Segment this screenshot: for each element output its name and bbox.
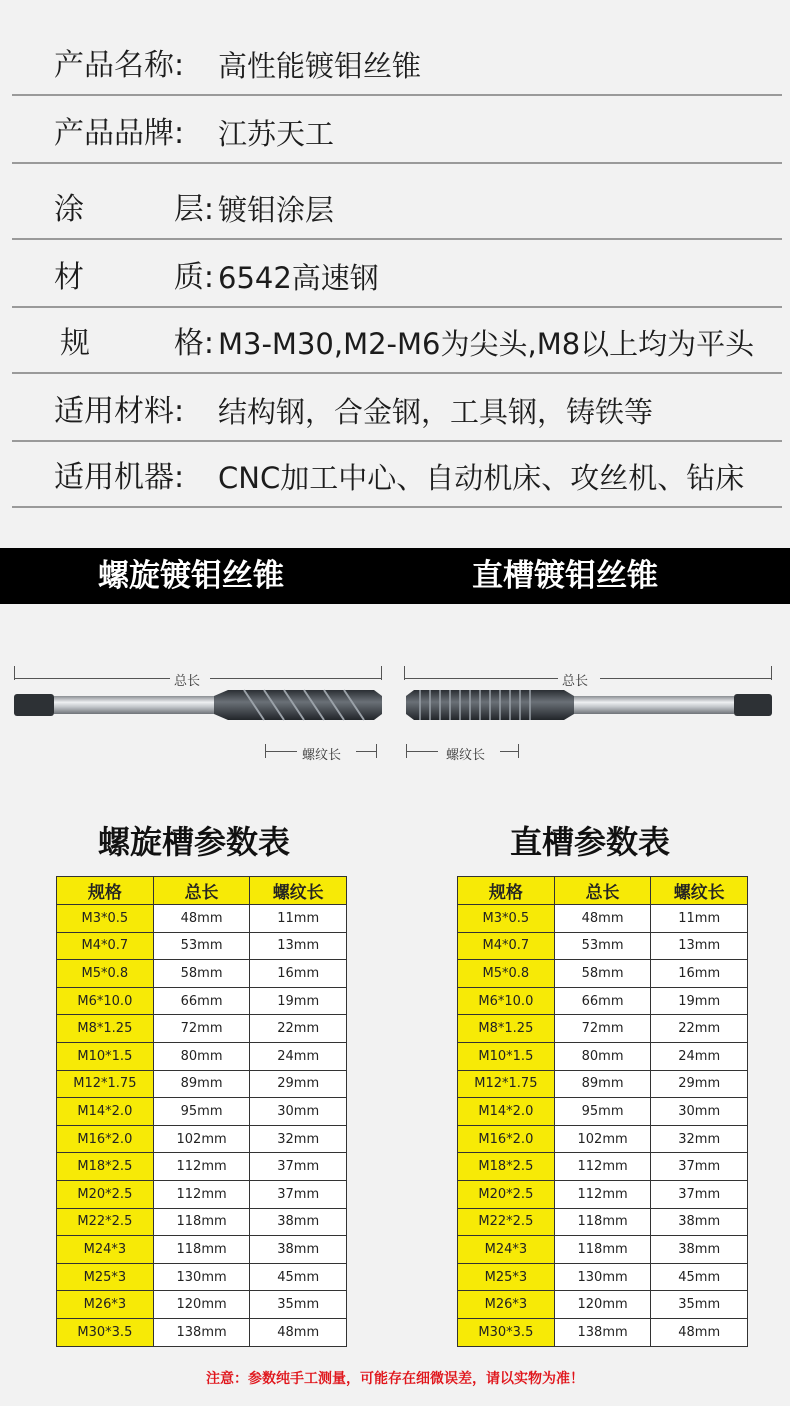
table-row [458,1015,748,1043]
header-cell-total-length: 总长 [554,877,651,905]
cell-spec: M26*3 [458,1291,555,1319]
straight-total-length-label: 总长 [562,674,589,689]
spec-value: M3-M30,M2-M6为尖头,M8以上均为平头 [218,327,755,361]
table-row [57,1291,347,1319]
cell-total-length: 53mm [554,932,651,960]
table-row [57,1208,347,1236]
cell-thread-length: 30mm [651,1098,748,1126]
cell-total-length: 130mm [153,1263,250,1291]
cell-spec: M26*3 [57,1291,154,1319]
cell-spec: M4*0.7 [458,932,555,960]
cell-thread-length: 48mm [651,1318,748,1346]
cell-thread-length: 32mm [250,1125,347,1153]
cell-spec: M25*3 [458,1263,555,1291]
table-row [458,960,748,988]
spec-row-name [12,32,782,96]
spec-label-char: 格: [173,326,214,361]
product-type-banner [0,548,790,604]
cell-thread-length: 37mm [651,1153,748,1181]
table-row [57,1070,347,1098]
dimension-line [356,751,376,752]
table-row [458,1180,748,1208]
spec-label [54,192,214,228]
cell-spec: M30*3.5 [458,1318,555,1346]
cell-spec: M20*2.5 [57,1180,154,1208]
cell-spec: M3*0.5 [458,905,555,933]
spiral-tap-image [14,684,384,726]
dimension-line [500,751,518,752]
cell-total-length: 118mm [153,1208,250,1236]
table-body [458,905,748,1347]
table-row [458,1042,748,1070]
dimension-line [600,678,772,679]
cell-spec: M20*2.5 [458,1180,555,1208]
straight-thread-length-label: 螺纹长 [446,748,486,763]
spec-label-char: 材 [54,260,84,295]
cell-spec: M12*1.75 [458,1070,555,1098]
cell-spec: M5*0.8 [458,960,555,988]
spec-value: 6542高速钢 [218,261,379,295]
cell-total-length: 112mm [554,1180,651,1208]
spec-value: CNC加工中心、自动机床、攻丝机、钻床 [218,461,745,495]
cell-total-length: 48mm [554,905,651,933]
spec-label: 产品品牌: [54,116,185,151]
table-row [57,987,347,1015]
header-cell-spec: 规格 [458,877,555,905]
dimension-tick [518,744,519,758]
cell-total-length: 138mm [554,1318,651,1346]
cell-thread-length: 32mm [651,1125,748,1153]
dimension-line [404,678,558,679]
spiral-tap-heading: 螺旋镀钼丝锥 [98,558,284,594]
dimension-line [14,678,170,679]
header-cell-thread-length: 螺纹长 [250,877,347,905]
table-header-row [458,877,748,905]
spec-list [0,0,790,520]
table-row [458,1153,748,1181]
table-row [458,1098,748,1126]
cell-thread-length: 48mm [250,1318,347,1346]
spiral-table-title: 螺旋槽参数表 [98,823,291,861]
cell-thread-length: 35mm [250,1291,347,1319]
table-row [458,1070,748,1098]
table-row [458,1291,748,1319]
table-row [458,1125,748,1153]
spec-value: 结构钢，合金钢，工具钢，铸铁等 [218,395,654,429]
spec-label-char: 层: [173,192,214,227]
table-row [57,1015,347,1043]
cell-spec: M16*2.0 [458,1125,555,1153]
cell-total-length: 58mm [153,960,250,988]
cell-thread-length: 38mm [651,1208,748,1236]
cell-spec: M6*10.0 [458,987,555,1015]
spec-value: 高性能镀钼丝锥 [218,49,422,83]
spiral-total-length-label: 总长 [174,674,201,689]
cell-total-length: 80mm [153,1042,250,1070]
cell-thread-length: 19mm [651,987,748,1015]
straight-tap-image [404,684,774,726]
cell-thread-length: 45mm [651,1263,748,1291]
cell-thread-length: 16mm [250,960,347,988]
cell-spec: M6*10.0 [57,987,154,1015]
table-row [458,1263,748,1291]
cell-spec: M8*1.25 [458,1015,555,1043]
spec-row-size [12,310,782,374]
cell-thread-length: 29mm [651,1070,748,1098]
spec-row-applicable-materials [12,378,782,442]
spec-row-coating [12,176,782,240]
cell-total-length: 53mm [153,932,250,960]
cell-total-length: 112mm [153,1180,250,1208]
header-cell-spec: 规格 [57,877,154,905]
cell-thread-length: 30mm [250,1098,347,1126]
spec-row-material [12,244,782,308]
table-row [57,1153,347,1181]
measurement-disclaimer: 注意：参数纯手工测量，可能存在细微误差，请以实物为准！ [206,1371,584,1387]
cell-spec: M5*0.8 [57,960,154,988]
table-row [458,1236,748,1264]
cell-total-length: 95mm [153,1098,250,1126]
cell-thread-length: 19mm [250,987,347,1015]
spec-label-char: 涂 [54,192,84,227]
cell-total-length: 118mm [554,1208,651,1236]
cell-total-length: 89mm [153,1070,250,1098]
table-row [458,1318,748,1346]
cell-total-length: 48mm [153,905,250,933]
spec-label-char: 规 [60,326,90,361]
cell-spec: M10*1.5 [458,1042,555,1070]
table-row [458,1208,748,1236]
cell-spec: M12*1.75 [57,1070,154,1098]
cell-spec: M18*2.5 [57,1153,154,1181]
spiral-thread-length-label: 螺纹长 [302,748,342,763]
spec-value: 江苏天工 [218,117,335,151]
cell-thread-length: 16mm [651,960,748,988]
table-row [57,1042,347,1070]
cell-total-length: 118mm [153,1236,250,1264]
cell-thread-length: 24mm [250,1042,347,1070]
spiral-parameter-table [56,876,347,1347]
cell-total-length: 66mm [153,987,250,1015]
table-row [57,905,347,933]
cell-spec: M18*2.5 [458,1153,555,1181]
dimension-line [406,751,438,752]
cell-total-length: 120mm [153,1291,250,1319]
cell-total-length: 102mm [554,1125,651,1153]
table-row [57,1318,347,1346]
straight-parameter-table [457,876,748,1347]
cell-spec: M24*3 [57,1236,154,1264]
cell-thread-length: 22mm [651,1015,748,1043]
cell-spec: M22*2.5 [57,1208,154,1236]
table-row [57,1236,347,1264]
spec-label: 产品名称: [54,48,185,83]
cell-spec: M10*1.5 [57,1042,154,1070]
straight-table-title: 直槽参数表 [510,823,671,861]
spec-label: 适用机器: [54,460,185,495]
dimension-line [265,751,297,752]
cell-thread-length: 35mm [651,1291,748,1319]
cell-thread-length: 11mm [651,905,748,933]
cell-total-length: 58mm [554,960,651,988]
dimension-tick [376,744,377,758]
header-cell-total-length: 总长 [153,877,250,905]
table-row [57,1098,347,1126]
cell-thread-length: 13mm [250,932,347,960]
table-body [57,905,347,1347]
dimension-tick [381,666,382,680]
cell-spec: M14*2.0 [458,1098,555,1126]
spec-label [54,326,214,362]
dimension-line [210,678,382,679]
straight-tap-heading: 直槽镀钼丝锥 [472,558,658,594]
table-row [57,960,347,988]
cell-spec: M24*3 [458,1236,555,1264]
spec-label [54,260,214,296]
cell-thread-length: 37mm [651,1180,748,1208]
table-row [57,932,347,960]
cell-total-length: 89mm [554,1070,651,1098]
cell-total-length: 138mm [153,1318,250,1346]
cell-total-length: 95mm [554,1098,651,1126]
cell-thread-length: 38mm [250,1208,347,1236]
cell-total-length: 112mm [153,1153,250,1181]
spec-row-applicable-machines [12,444,782,508]
cell-thread-length: 13mm [651,932,748,960]
table-row [458,987,748,1015]
table-row [57,1263,347,1291]
cell-thread-length: 22mm [250,1015,347,1043]
cell-total-length: 112mm [554,1153,651,1181]
cell-total-length: 80mm [554,1042,651,1070]
spec-label-char: 质: [173,260,214,295]
cell-total-length: 72mm [153,1015,250,1043]
spec-value: 镀钼涂层 [218,193,335,227]
cell-spec: M14*2.0 [57,1098,154,1126]
cell-thread-length: 38mm [651,1236,748,1264]
cell-spec: M4*0.7 [57,932,154,960]
table-row [57,1180,347,1208]
cell-total-length: 118mm [554,1236,651,1264]
cell-spec: M25*3 [57,1263,154,1291]
cell-thread-length: 37mm [250,1153,347,1181]
header-cell-thread-length: 螺纹长 [651,877,748,905]
cell-spec: M22*2.5 [458,1208,555,1236]
cell-thread-length: 29mm [250,1070,347,1098]
cell-total-length: 72mm [554,1015,651,1043]
table-row [57,1125,347,1153]
cell-thread-length: 38mm [250,1236,347,1264]
table-header-row [57,877,347,905]
table-row [458,932,748,960]
dimension-tick [771,666,772,680]
spec-row-brand [12,100,782,164]
table-row [458,905,748,933]
cell-total-length: 102mm [153,1125,250,1153]
cell-spec: M16*2.0 [57,1125,154,1153]
cell-total-length: 120mm [554,1291,651,1319]
spec-label: 适用材料: [54,394,185,429]
tap-illustrations [0,650,790,780]
cell-thread-length: 45mm [250,1263,347,1291]
cell-spec: M8*1.25 [57,1015,154,1043]
cell-thread-length: 11mm [250,905,347,933]
cell-thread-length: 24mm [651,1042,748,1070]
cell-spec: M3*0.5 [57,905,154,933]
cell-total-length: 66mm [554,987,651,1015]
cell-spec: M30*3.5 [57,1318,154,1346]
cell-thread-length: 37mm [250,1180,347,1208]
cell-total-length: 130mm [554,1263,651,1291]
